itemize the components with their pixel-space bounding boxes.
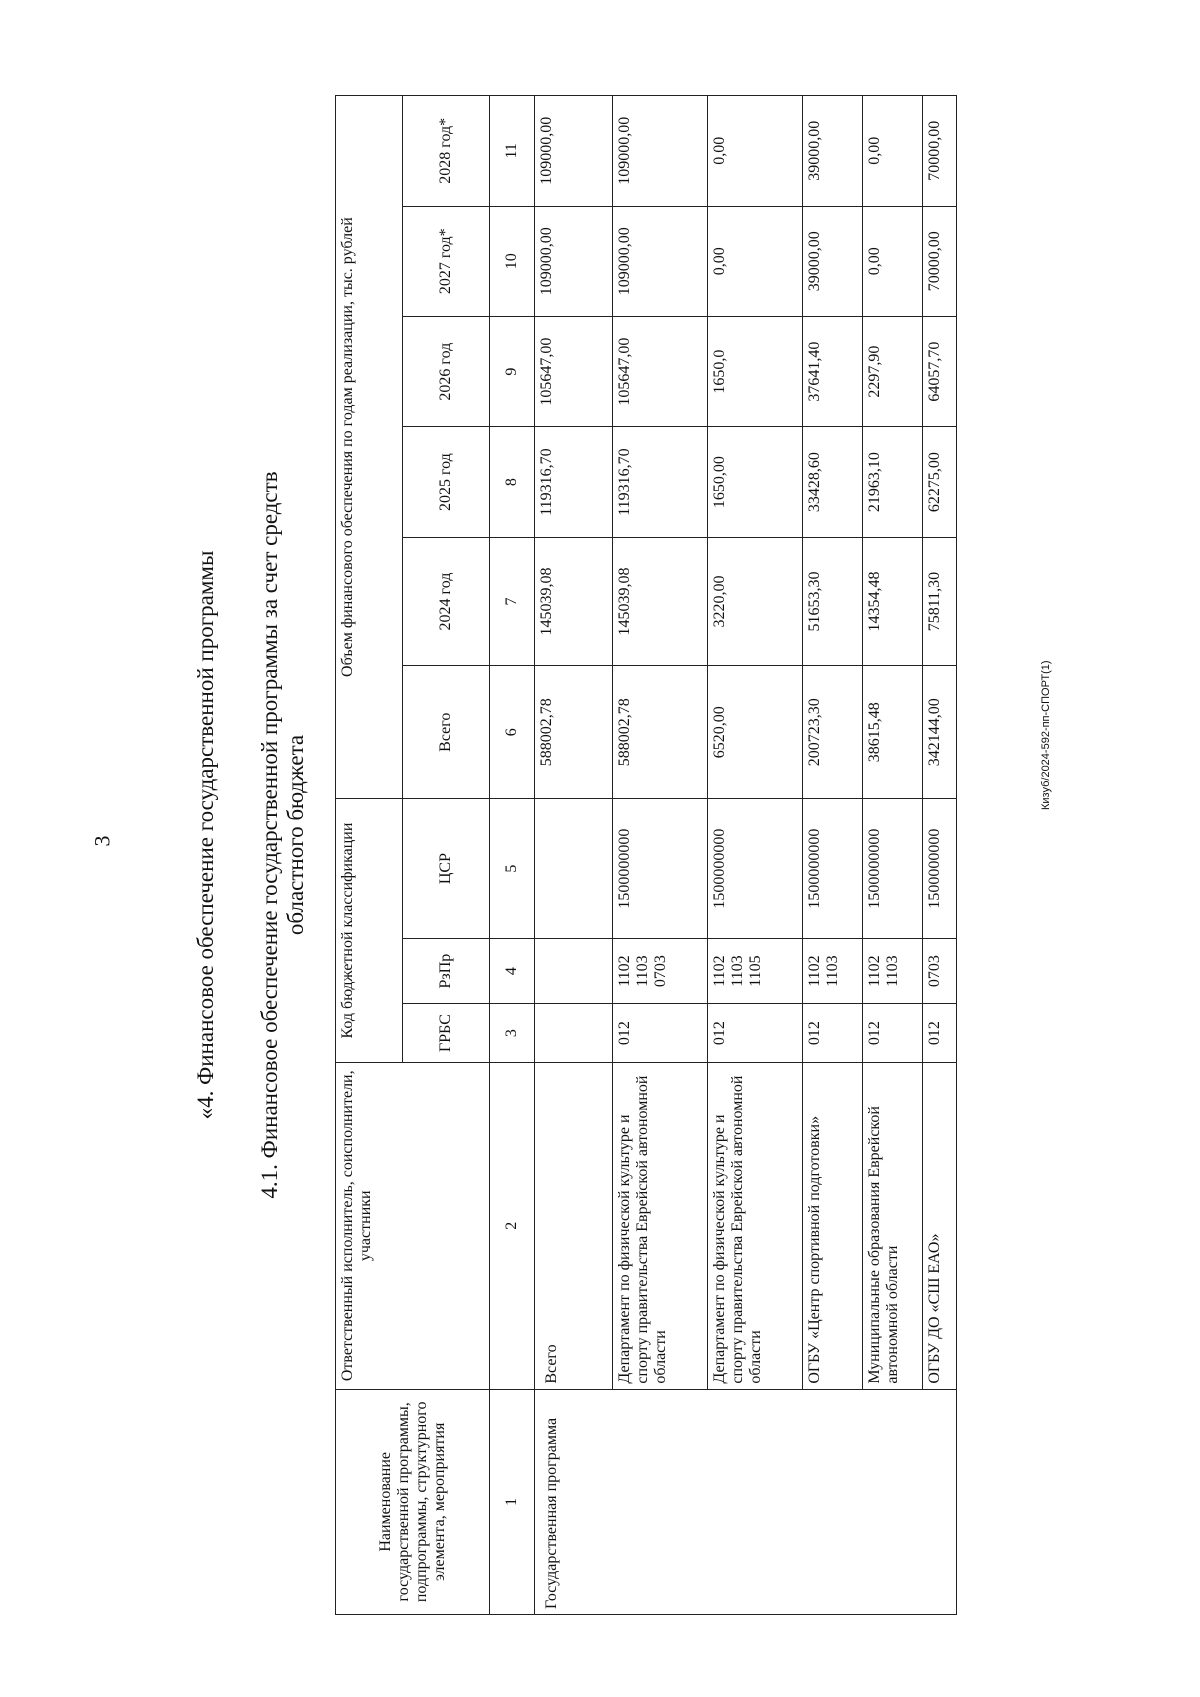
y2025-cell: 119316,70: [535, 427, 613, 537]
csr-cell: [535, 799, 613, 939]
rzpr-code: 1103: [824, 955, 841, 987]
grbs-cell: 012: [803, 1004, 863, 1063]
grbs-cell: 012: [923, 1004, 957, 1063]
rzpr-cell: [923, 938, 957, 1003]
y2026-cell: 105647,00: [613, 316, 708, 426]
y2025-cell: 119316,70: [613, 427, 708, 537]
column-number-row: [490, 96, 535, 1615]
executor-cell: ОГБУ ДО «СШ ЕАО»: [923, 1062, 957, 1389]
y2027-cell: 109000,00: [613, 206, 708, 316]
rzpr-code: 0703: [652, 955, 669, 988]
column-number: 9: [490, 316, 535, 426]
y2026-cell: 1650,0: [708, 316, 803, 426]
executor-cell: Всего: [535, 1062, 613, 1389]
column-number: 2: [490, 1062, 535, 1389]
rzpr-code: 1102: [866, 955, 883, 987]
rzpr-code: 1103: [729, 955, 746, 987]
table-row: [863, 96, 923, 1615]
subsection-heading: [257, 20, 309, 1650]
total-cell: 342144,00: [923, 666, 957, 799]
y2028-cell: 0,00: [708, 96, 803, 207]
column-number: 4: [490, 938, 535, 1003]
rzpr-cell: [863, 938, 923, 1003]
rotated-page-content: [25, 20, 1185, 1650]
table-row: [923, 96, 957, 1615]
y2025-cell: 21963,10: [863, 427, 923, 537]
header-2028: 2028 год*: [403, 96, 490, 207]
section-heading: «4. Финансовое обеспечение государственной программы: [193, 550, 218, 1120]
y2028-cell: 0,00: [863, 96, 923, 207]
header-executor: Ответственный исполнитель, соисполнители, участники: [336, 1062, 490, 1389]
csr-cell: 1500000000: [708, 799, 803, 939]
executor-cell: Департамент по физической культуре и спорту правительства Еврейской автономной области: [613, 1062, 708, 1389]
y2024-cell: 145039,08: [535, 537, 613, 665]
header-2026: 2026 год: [403, 316, 490, 426]
column-number: 5: [490, 799, 535, 939]
y2028-cell: 109000,00: [535, 96, 613, 207]
rzpr-code: 1103: [634, 955, 651, 987]
total-cell: 6520,00: [708, 666, 803, 799]
header-budget-code: Код бюджетной классификации: [336, 799, 403, 1063]
subsection-heading-line2: областного бюджета: [283, 734, 308, 936]
document-code: Кизуб/2024-592-пп-СПОРТ(1): [1040, 660, 1052, 810]
y2026-cell: 105647,00: [535, 316, 613, 426]
total-cell: 588002,78: [613, 666, 708, 799]
rzpr-code: 1103: [884, 955, 901, 987]
csr-cell: 1500000000: [613, 799, 708, 939]
y2025-cell: 62275,00: [923, 427, 957, 537]
total-cell: 200723,30: [803, 666, 863, 799]
rzpr-cell: [613, 938, 708, 1003]
executor-cell: ОГБУ «Центр спортивной подготовки»: [803, 1062, 863, 1389]
grbs-cell: [535, 1004, 613, 1063]
rzpr-code: 1102: [616, 955, 633, 987]
header-2027: 2027 год*: [403, 206, 490, 316]
header-rzpr: РзПр: [403, 938, 490, 1003]
y2024-cell: 51653,30: [803, 537, 863, 665]
y2026-cell: 2297,90: [863, 316, 923, 426]
rzpr-cell: [803, 938, 863, 1003]
column-number: 1: [490, 1389, 535, 1614]
y2026-cell: 64057,70: [923, 316, 957, 426]
y2028-cell: 70000,00: [923, 96, 957, 207]
header-grbs: ГРБС: [403, 1004, 490, 1063]
rzpr-cell: [535, 938, 613, 1003]
table-row: [613, 96, 708, 1615]
table-row: [803, 96, 863, 1615]
total-cell: 588002,78: [535, 666, 613, 799]
executor-cell: Департамент по физической культуре и спорту правительства Еврейской автономной области: [708, 1062, 803, 1389]
y2027-cell: 109000,00: [535, 206, 613, 316]
y2024-cell: 75811,30: [923, 537, 957, 665]
total-cell: 38615,48: [863, 666, 923, 799]
y2027-cell: 0,00: [708, 206, 803, 316]
header-total: Всего: [403, 666, 490, 799]
grbs-cell: 012: [863, 1004, 923, 1063]
header-program-name: Наименование государственной программы, подпрограммы, структурного элемента, мероприятия: [336, 1389, 490, 1614]
y2027-cell: 70000,00: [923, 206, 957, 316]
table-row: [708, 96, 803, 1615]
column-number: 7: [490, 537, 535, 665]
header-2024: 2024 год: [403, 537, 490, 665]
header-2025: 2025 год: [403, 427, 490, 537]
financing-table: [335, 95, 957, 1615]
column-number: 8: [490, 427, 535, 537]
header-row-1: [336, 96, 403, 1615]
y2026-cell: 37641,40: [803, 316, 863, 426]
executor-cell: Муниципальные образования Еврейской автономной области: [863, 1062, 923, 1389]
y2027-cell: 39000,00: [803, 206, 863, 316]
column-number: 11: [490, 96, 535, 207]
program-name-cell: Государственная программа: [535, 1389, 957, 1614]
rzpr-code: 0703: [926, 955, 943, 988]
csr-cell: 1500000000: [863, 799, 923, 939]
header-volume: Объем финансового обеспечения по годам реализации, тыс. рублей: [336, 96, 403, 799]
column-number: 10: [490, 206, 535, 316]
column-number: 6: [490, 666, 535, 799]
page-number: 3: [89, 835, 115, 847]
csr-cell: 1500000000: [803, 799, 863, 939]
rzpr-cell: [708, 938, 803, 1003]
y2027-cell: 0,00: [863, 206, 923, 316]
y2025-cell: 1650,00: [708, 427, 803, 537]
y2028-cell: 39000,00: [803, 96, 863, 207]
y2024-cell: 145039,08: [613, 537, 708, 665]
grbs-cell: 012: [708, 1004, 803, 1063]
rzpr-code: 1105: [747, 955, 764, 987]
subsection-heading-line1: 4.1. Финансовое обеспечение государственной программы за счет средств: [257, 471, 282, 1199]
rzpr-code: 1102: [711, 955, 728, 987]
table-row: [535, 96, 613, 1615]
y2025-cell: 33428,60: [803, 427, 863, 537]
column-number: 3: [490, 1004, 535, 1063]
y2024-cell: 3220,00: [708, 537, 803, 665]
rzpr-code: 1102: [806, 955, 823, 987]
header-csr: ЦСР: [403, 799, 490, 939]
y2024-cell: 14354,48: [863, 537, 923, 665]
grbs-cell: 012: [613, 1004, 708, 1063]
y2028-cell: 109000,00: [613, 96, 708, 207]
csr-cell: 1500000000: [923, 799, 957, 939]
